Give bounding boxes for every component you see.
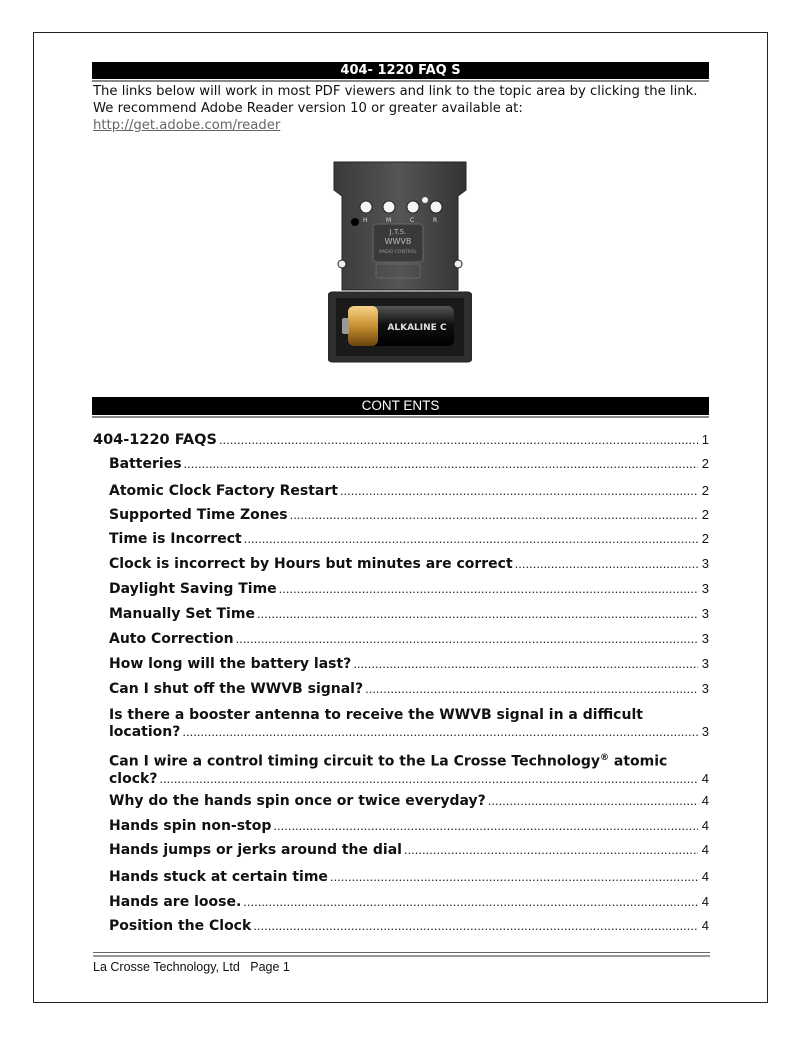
toc-entry[interactable] [109,581,709,597]
intro-line-2: We recommend Adobe Reader version 10 or greater available at: [93,101,523,116]
toc-title[interactable]: Can I shut off the WWVB signal? [109,681,364,697]
toc-title[interactable]: Supported Time Zones [109,507,288,523]
toc-page-number[interactable]: 4 [701,894,709,909]
toc-title[interactable]: Auto Correction [109,631,234,647]
toc-title[interactable]: Why do the hands spin once or twice everyday? [109,793,486,809]
toc-leader-dots [279,581,698,596]
toc-page-number[interactable]: 4 [701,770,709,786]
toc-leader-dots [290,507,698,522]
toc-title-line-1-end[interactable]: atomic [609,753,668,770]
battery-label: ALKALINE C [387,323,447,333]
button-label-3: C [410,217,415,224]
toc-title[interactable]: Batteries [109,456,182,472]
toc-entry[interactable] [109,456,709,472]
toc-entry[interactable] [109,869,709,885]
toc-page-number[interactable]: 3 [701,656,709,671]
intro-line-1: The links below will work in most PDF viewers and link to the topic area by clicking the link. [93,84,698,99]
toc-page-number[interactable]: 2 [701,483,709,498]
toc-leader-dots [219,432,698,447]
toc-entry[interactable] [109,631,709,647]
footer-rule [93,952,710,953]
toc-title[interactable]: Hands are loose. [109,894,242,910]
toc-entry[interactable] [109,656,709,672]
toc-title[interactable]: Time is Incorrect [109,531,242,547]
toc-leader-dots [236,631,698,646]
toc-entry-wrapped[interactable] [109,750,709,787]
toc-title[interactable]: Daylight Saving Time [109,581,277,597]
toc-page-number[interactable]: 3 [701,681,709,696]
toc-entry[interactable] [109,507,709,523]
toc-entry[interactable] [109,918,709,934]
toc-title[interactable]: Position the Clock [109,918,252,934]
toc-entry[interactable] [109,606,709,622]
toc-entry[interactable] [109,793,709,809]
toc-entry[interactable] [109,894,709,910]
brand-label-3: RADIO CONTROL [379,250,417,255]
toc-page-number[interactable]: 4 [701,793,709,808]
toc-leader-dots [404,842,698,857]
toc-leader-dots [340,483,698,498]
contents-heading: CONT ENTS [92,397,709,415]
toc-title[interactable]: Hands jumps or jerks around the dial [109,842,402,858]
toc-page-number[interactable]: 3 [701,724,709,739]
toc-page-number[interactable]: 4 [701,918,709,933]
toc-title[interactable]: Manually Set Time [109,606,255,622]
toc-entry[interactable] [109,531,709,547]
toc-entry[interactable] [93,432,709,448]
toc-page-number[interactable]: 3 [701,631,709,646]
toc-page-number[interactable]: 3 [701,581,709,596]
toc-title-line-1[interactable] [109,750,709,771]
toc-title-line-2[interactable]: location? [109,724,181,740]
toc-page-number[interactable]: 1 [701,432,709,447]
clock-movement-image [328,160,472,364]
title-rule [92,80,709,82]
toc-entry-wrapped[interactable] [109,707,709,740]
toc-leader-dots [159,771,697,786]
toc-entry[interactable] [109,556,709,572]
toc-title[interactable]: Hands spin non-stop [109,818,272,834]
toc-title-line-1-text[interactable]: Can I wire a control timing circuit to the La Crosse Technology [109,753,601,770]
toc-title-line-2[interactable]: clock? [109,770,158,787]
contents-rule [92,416,709,418]
brand-label-1: J.T.S. [389,228,407,236]
toc-entry[interactable] [109,681,709,697]
toc-title[interactable]: Clock is incorrect by Hours but minutes are correct [109,556,513,572]
page-title: 404- 1220 FAQ S [92,62,709,79]
toc-title-line-1[interactable]: Is there a booster antenna to receive the WWVB signal in a difficult [109,707,643,723]
toc-leader-dots [253,918,697,933]
toc-page-number[interactable]: 4 [701,818,709,833]
toc-leader-dots [184,456,698,471]
toc-title[interactable]: Hands stuck at certain time [109,869,328,885]
toc-page-number[interactable]: 2 [701,507,709,522]
toc-leader-dots [353,656,697,671]
toc-leader-dots [515,556,698,571]
toc-leader-dots [244,531,698,546]
toc-leader-dots [330,869,698,884]
toc-page-number[interactable]: 3 [701,606,709,621]
toc-title[interactable]: How long will the battery last? [109,656,352,672]
toc-title[interactable]: Atomic Clock Factory Restart [109,483,338,499]
toc-leader-dots [257,606,698,621]
toc-page-number[interactable]: 4 [701,842,709,857]
toc-leader-dots [273,818,697,833]
footer-rule-thick [93,955,710,957]
toc-leader-dots [182,724,697,739]
toc-page-number[interactable]: 4 [701,869,709,884]
toc-leader-dots [365,681,698,696]
page-footer: La Crosse Technology, Ltd Page 1 [93,960,290,974]
button-label-2: M [386,217,392,224]
registered-mark: ® [600,753,610,763]
toc-title[interactable]: 404-1220 FAQS [93,432,217,448]
toc-leader-dots [488,793,698,808]
toc-leader-dots [243,894,698,909]
button-label-4: R [433,217,438,224]
toc-entry[interactable] [109,818,709,834]
adobe-reader-link[interactable]: http://get.adobe.com/reader [93,118,281,133]
toc-page-number[interactable]: 3 [701,556,709,571]
brand-label-2: WWVB [384,237,412,246]
toc-entry[interactable] [109,842,709,858]
intro-text [93,83,713,134]
toc-page-number[interactable]: 2 [701,456,709,471]
button-label-1: H [363,217,368,224]
toc-page-number[interactable]: 2 [701,531,709,546]
toc-entry[interactable] [109,483,709,499]
